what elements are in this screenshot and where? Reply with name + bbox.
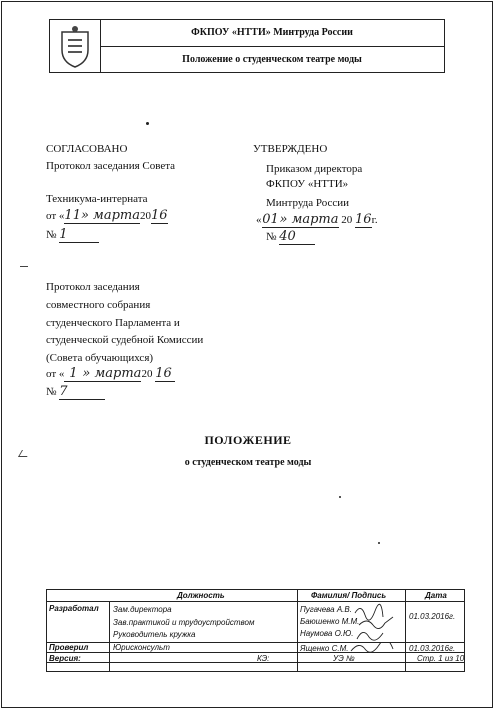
approved-org: ФКПОУ «НТТИ» xyxy=(266,178,349,190)
approved-date-year: 16 xyxy=(355,212,372,227)
document-title: ПОЛОЖЕНИЕ xyxy=(204,433,292,447)
approved-ministry: Минтруда России xyxy=(266,197,350,209)
col-name-header: Фамилия/ Подпись xyxy=(311,591,387,600)
checked-position: Юрисконсульт xyxy=(113,643,170,652)
approved-number: № 40 xyxy=(266,230,315,245)
approved-number-value: 40 xyxy=(279,230,315,245)
ke-label: КЭ: xyxy=(257,654,270,663)
joint-line-3: студенческого Парламента и xyxy=(46,317,180,329)
joint-line-1: Протокол заседания xyxy=(46,281,140,293)
name-2: Баюшенко М.М. xyxy=(300,617,360,626)
position-2: Зав.практикой и трудоустройством xyxy=(113,618,255,627)
approved-order: Приказом директора xyxy=(266,163,363,175)
agreed-number-value: 1 xyxy=(59,228,99,243)
agreed-date-day: 11 xyxy=(64,208,81,223)
approved-date-month: » марта xyxy=(279,212,339,227)
joint-line-2: совместного собрания xyxy=(46,299,151,311)
version-label: Версия: xyxy=(49,654,81,663)
joint-line-4: студенческой судебной Комиссии xyxy=(46,334,204,346)
agreed-date-year: 16 xyxy=(150,208,168,223)
joint-number-value: 7 xyxy=(59,385,105,400)
header-organization: ФКПОУ «НТТИ» Минтруда России xyxy=(100,20,444,47)
agreed-protocol: Протокол заседания Совета xyxy=(46,160,176,172)
approved-date: «01» марта 20 16г. xyxy=(256,212,378,227)
date-developed: 01.03.2016г. xyxy=(409,612,456,621)
approval-table xyxy=(46,589,465,672)
checked-signature xyxy=(347,642,405,654)
joint-date-month: » марта xyxy=(82,366,142,381)
agreed-date-month: » марта xyxy=(80,208,140,223)
agreed-heading: СОГЛАСОВАНО xyxy=(46,143,128,155)
joint-number: № 7 xyxy=(46,385,105,400)
document-header xyxy=(49,19,445,73)
speck-mark xyxy=(339,496,341,498)
header-document-title: Положение о студенческом театре моды xyxy=(182,54,362,65)
agreed-date: от «11» марта2016 xyxy=(46,208,168,223)
speck-mark xyxy=(146,122,149,125)
approved-date-day: 01 xyxy=(262,212,279,227)
signatures xyxy=(347,601,407,643)
col-position-header: Должность xyxy=(177,591,225,600)
joint-date: от « 1 » марта20 16 xyxy=(46,367,175,382)
speck-mark xyxy=(378,542,380,544)
document-subtitle: о студенческом театре моды xyxy=(184,457,312,468)
col-date-header: Дата xyxy=(425,591,447,600)
checked-name: Ященко С.М. xyxy=(300,644,349,653)
name-3: Наумова О.Ю. xyxy=(300,629,354,638)
margin-dash xyxy=(20,266,28,267)
approved-heading: УТВЕРЖДЕНО xyxy=(253,143,328,155)
checked-label: Проверил xyxy=(49,643,89,652)
agreed-tech: Техникума-интерната xyxy=(46,193,148,205)
emblem-logo xyxy=(50,20,101,72)
joint-date-year: 16 xyxy=(155,367,175,382)
position-3: Руководитель кружка xyxy=(113,630,196,639)
name-1: Пугачева А.В. xyxy=(300,605,352,614)
page-number: Стр. 1 из 10 xyxy=(417,654,465,663)
agreed-number: № 1 xyxy=(46,228,99,243)
joint-date-day: 1 xyxy=(64,367,82,382)
joint-line-5: (Совета обучающихся) xyxy=(46,352,154,364)
date-checked: 01.03.2016г. xyxy=(409,644,456,653)
position-1: Зам.директора xyxy=(113,605,172,614)
ue-label: УЭ № xyxy=(333,654,355,663)
developed-label: Разработал xyxy=(49,604,99,613)
